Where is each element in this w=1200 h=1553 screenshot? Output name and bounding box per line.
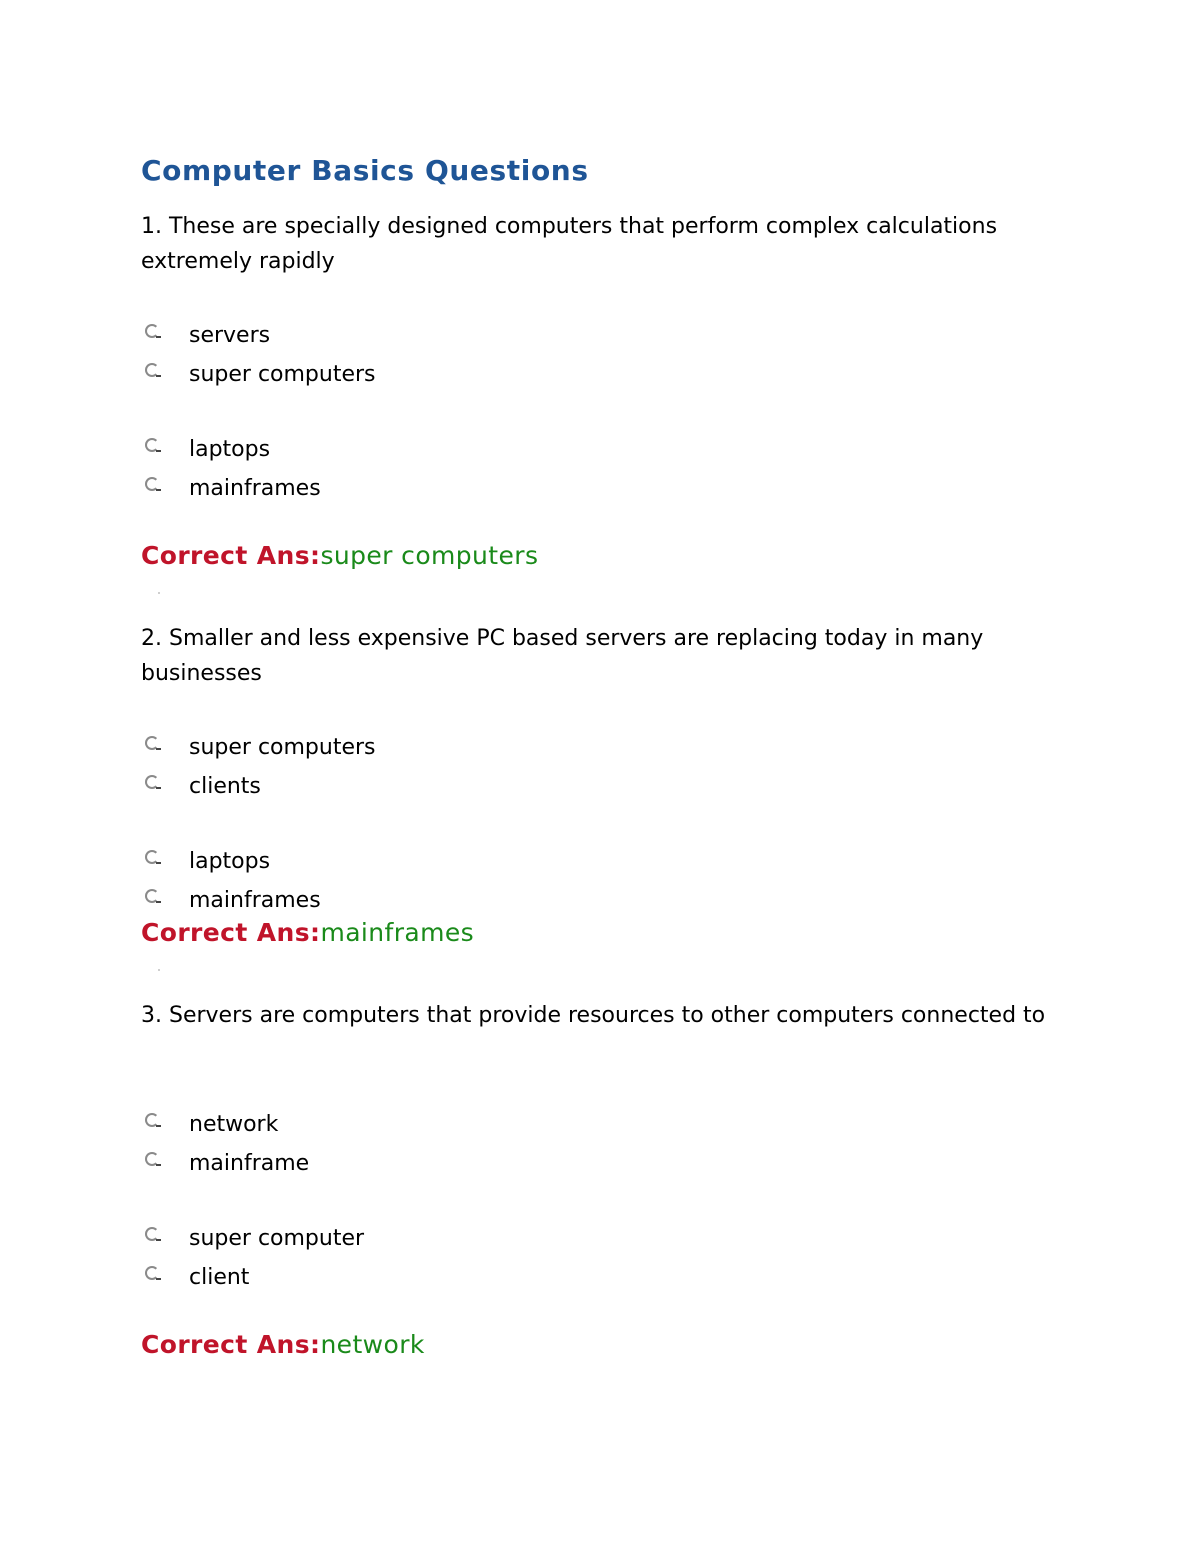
radio-button-icon[interactable] (145, 324, 159, 338)
radio-button-icon[interactable] (145, 1152, 159, 1166)
option-label: mainframe (189, 1151, 310, 1176)
question-2-text: 2. Smaller and less expensive PC based servers are replacing today in many businesses (141, 626, 984, 686)
option-label: super computer (189, 1226, 365, 1251)
question-1-text: 1. These are specially designed computers that perform complex calculations extremely rapidly (141, 214, 998, 274)
radio-button-icon[interactable] (145, 1227, 159, 1241)
question-3-text: 3. Servers are computers that provide resources to other computers connected to (141, 1003, 1046, 1028)
separator-dot (158, 969, 160, 971)
option-label: mainframes (189, 476, 321, 501)
option-label: laptops (189, 849, 271, 874)
radio-button-icon[interactable] (145, 736, 159, 750)
question-2-answer (141, 918, 474, 947)
answer-value: network (320, 1330, 425, 1359)
radio-button-icon[interactable] (145, 477, 159, 491)
option-label: servers (189, 323, 271, 348)
radio-button-icon[interactable] (145, 889, 159, 903)
answer-label: Correct Ans: (141, 918, 321, 947)
page-title: Computer Basics Questions (141, 154, 589, 187)
question-1-answer (141, 541, 538, 570)
radio-button-icon[interactable] (145, 1266, 159, 1280)
option-label: mainframes (189, 888, 321, 913)
radio-button-icon[interactable] (145, 1113, 159, 1127)
answer-value: super computers (320, 541, 539, 570)
option-label: clients (189, 774, 261, 799)
option-label: super computers (189, 362, 376, 387)
answer-label: Correct Ans: (141, 541, 321, 570)
option-label: network (189, 1112, 279, 1137)
radio-button-icon[interactable] (145, 363, 159, 377)
option-label: laptops (189, 437, 271, 462)
option-label: super computers (189, 735, 376, 760)
answer-label: Correct Ans: (141, 1330, 321, 1359)
radio-button-icon[interactable] (145, 850, 159, 864)
separator-dot (158, 592, 160, 594)
answer-value: mainframes (320, 918, 475, 947)
radio-button-icon[interactable] (145, 438, 159, 452)
question-3-answer (141, 1330, 425, 1359)
option-label: client (189, 1265, 250, 1290)
radio-button-icon[interactable] (145, 775, 159, 789)
